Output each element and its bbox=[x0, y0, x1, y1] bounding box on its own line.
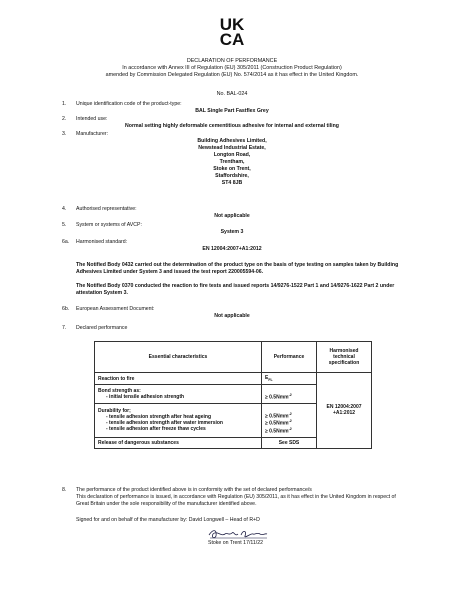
intended-use: Normal setting highly deformable cementitious adhesive for internal and external tiling bbox=[125, 123, 339, 129]
section-2-label: Intended use: bbox=[76, 116, 108, 122]
notified-body-para2: The Notified Body 0370 conducted the reaction to fire tests and issued reports 14/9276-1522 Part 1 and 14/9276-1622 Part 2 under attestation System 3. bbox=[76, 283, 395, 296]
perf-value: ≥ 0.5Nmm bbox=[265, 428, 289, 435]
row-sublabel: - tensile adhesion strength after water immersion bbox=[106, 420, 223, 427]
place-date: Stoke on Trent 17/11/22 bbox=[208, 540, 263, 546]
harmonised-standard-value: EN 12004:2007+A1:2012 bbox=[202, 246, 262, 252]
row-sublabel: - tensile adhesion strength after heat ageing bbox=[106, 414, 212, 421]
product-name: BAL Single Part Fastflex Grey bbox=[195, 108, 269, 114]
ukca-logo-line2: CA bbox=[219, 30, 245, 49]
conformity-line: The performance of the product identified above is in conformity with the set of declared performance/s bbox=[76, 487, 312, 493]
col-header: Performance bbox=[262, 342, 317, 373]
table-cell bbox=[95, 403, 262, 437]
section-8-num: 8. bbox=[62, 487, 67, 493]
declaration-text: This declaration of performance is issued, in accordance with Regulation (EU) 305/2011, as it has effect in the United Kingdom in respect of Great Britain under the sole responsibility of the manufacturer identified above. bbox=[76, 494, 396, 507]
row-label: Durability for; bbox=[98, 408, 131, 415]
spec-cell: EN 12004:2007 +A1:2012 bbox=[317, 373, 372, 449]
row-sublabel: - tensile adhesion after freeze thaw cycles bbox=[106, 426, 206, 433]
authorised-rep-value: Not applicable bbox=[214, 213, 250, 219]
section-5-num: 5. bbox=[62, 222, 67, 228]
table-header-row bbox=[95, 342, 372, 373]
address-line: Building Adhesives Limited, bbox=[197, 138, 267, 144]
doc-number: No. BAL-024 bbox=[216, 91, 248, 97]
section-1-label: Unique identification code of the product-type: bbox=[76, 101, 182, 107]
table-cell bbox=[262, 385, 317, 404]
perf-value: ≥ 0.5Nmm bbox=[265, 394, 289, 401]
ukca-logo bbox=[215, 17, 249, 47]
section-4-label: Authorised representative: bbox=[76, 206, 137, 212]
ead-value: Not applicable bbox=[214, 313, 250, 319]
section-6b-num: 6b. bbox=[62, 306, 70, 312]
perf-subscript: FL bbox=[268, 378, 273, 382]
perf-value: ≥ 0.5Nmm bbox=[265, 420, 289, 427]
perf-value: ≥ 0.5Nmm bbox=[265, 413, 289, 420]
section-7-num: 7. bbox=[62, 325, 67, 331]
col-header: Essential characteristics bbox=[95, 342, 262, 373]
address-line: Trentham, bbox=[219, 159, 245, 165]
perf-superscript: -2 bbox=[288, 393, 292, 397]
section-5-label: System or systems of AVCP: bbox=[76, 222, 142, 228]
address-line: Staffordshire, bbox=[215, 173, 249, 179]
section-4-num: 4. bbox=[62, 206, 67, 212]
performance-table bbox=[94, 341, 372, 449]
table-row bbox=[95, 373, 372, 385]
table-cell: Release of dangerous substances bbox=[95, 437, 262, 448]
table-cell bbox=[262, 403, 317, 437]
ukca-logo-line1: UK bbox=[219, 15, 245, 34]
notified-body-para1: The Notified Body 0432 carried out the determination of the product type on the basis of type testing on samples taken by Building Adhesives Limited under System 3 and issued the test report 220005594-06. bbox=[76, 262, 399, 275]
section-6a-num: 6a. bbox=[62, 239, 70, 245]
row-sublabel: - initial tensile adhesion strength bbox=[106, 393, 185, 400]
perf-value: E bbox=[265, 375, 269, 381]
address-line: ST4 8JB bbox=[221, 180, 243, 186]
table-cell bbox=[262, 373, 317, 385]
section-1-num: 1. bbox=[62, 101, 67, 107]
signature-image bbox=[207, 528, 269, 540]
section-6a-label: Harmonised standard: bbox=[76, 239, 128, 245]
doc-title: DECLARATION OF PERFORMANCE bbox=[186, 58, 278, 64]
perf-superscript: -2 bbox=[288, 426, 292, 431]
header-line3: amended by Commission Delegated Regulation (EU) No. 574/2014 as it has effect in the United Kingdom. bbox=[105, 72, 359, 78]
address-line: Longton Road, bbox=[213, 152, 251, 158]
row-label: Bond strength as: bbox=[98, 387, 141, 394]
section-3-num: 3. bbox=[62, 131, 67, 137]
signed-by: Signed for and on behalf of the manufacturer by: David Longwell – Head of R+D bbox=[76, 517, 260, 523]
table-cell: See SDS bbox=[262, 437, 317, 448]
section-7-label: Declared performance bbox=[76, 325, 128, 331]
header-line2: In accordance with Annex III of Regulation (EU) 305/2011 (Construction Product Regulation) bbox=[122, 65, 342, 71]
perf-superscript: -2 bbox=[288, 419, 292, 424]
perf-superscript: -2 bbox=[288, 411, 292, 416]
section-3-label: Manufacturer: bbox=[76, 131, 109, 137]
table-cell: Reaction to fire bbox=[95, 373, 262, 385]
col-header: Harmonised technical specification bbox=[317, 342, 372, 373]
address-line: Stoke on Trent, bbox=[213, 166, 251, 172]
section-2-num: 2. bbox=[62, 116, 67, 122]
address-line: Newstead Industrial Estate, bbox=[198, 145, 266, 151]
table-cell bbox=[95, 385, 262, 404]
section-6b-label: European Assessment Document: bbox=[76, 306, 155, 312]
avcp-value: System 3 bbox=[220, 229, 244, 235]
